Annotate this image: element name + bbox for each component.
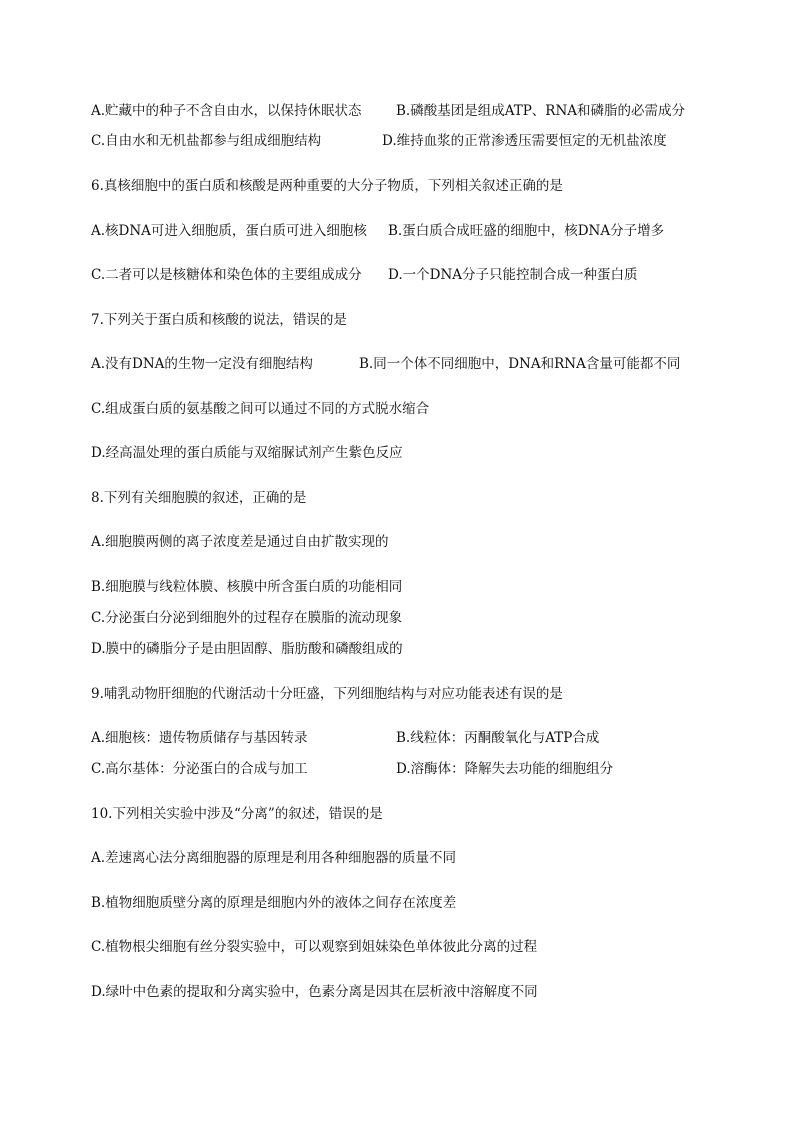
q5-option-b: B.磷酸基团是组成ATP、RNA和磷脂的必需成分 [396, 103, 686, 119]
q7-option-a: A.没有DNA的生物一定没有细胞结构 [91, 356, 313, 372]
q10-option-a: A.差速离心法分离细胞器的原理是利用各种细胞器的质量不同 [91, 850, 457, 866]
q5-option-c: C.自由水和无机盐都参与组成细胞结构 [91, 133, 322, 149]
q8-option-d: D.膜中的磷脂分子是由胆固醇、脂肪酸和磷酸组成的 [91, 641, 403, 657]
q8-option-a: A.细胞膜两侧的离子浓度差是通过自由扩散实现的 [91, 534, 389, 550]
q10-option-d: D.绿叶中色素的提取和分离实验中，色素分离是因其在层析液中溶解度不同 [91, 984, 538, 1000]
q7-option-b: B.同一个体不同细胞中，DNA和RNA含量可能都不同 [359, 356, 681, 372]
q7-option-c: C.组成蛋白质的氨基酸之间可以通过不同的方式脱水缩合 [91, 401, 430, 417]
q9-option-b: B.线粒体：丙酮酸氧化与ATP合成 [396, 730, 600, 746]
q6-option-b: B.蛋白质合成旺盛的细胞中，核DNA分子增多 [388, 223, 665, 239]
q5-option-a: A.贮藏中的种子不含自由水，以保持休眠状态 [91, 103, 362, 119]
q7-stem: 7.下列关于蛋白质和核酸的说法，错误的是 [91, 312, 347, 328]
q10-stem: 10.下列相关实验中涉及“分离”的叙述，错误的是 [91, 806, 383, 822]
q5-option-d: D.维持血浆的正常渗透压需要恒定的无机盐浓度 [382, 133, 667, 149]
q9-option-c: C.高尔基体：分泌蛋白的合成与加工 [91, 761, 308, 777]
q9-option-d: D.溶酶体：降解失去功能的细胞组分 [396, 761, 614, 777]
q6-stem: 6.真核细胞中的蛋白质和核酸是两种重要的大分子物质，下列相关叙述正确的是 [91, 178, 563, 194]
q8-stem: 8.下列有关细胞膜的叙述，正确的是 [91, 490, 307, 506]
q6-option-a: A.核DNA可进入细胞质，蛋白质可进入细胞核 [91, 223, 367, 239]
q10-option-c: C.植物根尖细胞有丝分裂实验中，可以观察到姐妹染色单体彼此分离的过程 [91, 939, 538, 955]
q8-option-b: B.细胞膜与线粒体膜、核膜中所含蛋白质的功能相同 [91, 579, 403, 595]
q8-option-c: C.分泌蛋白分泌到细胞外的过程存在膜脂的流动现象 [91, 610, 403, 626]
q9-option-a: A.细胞核：遗传物质储存与基因转录 [91, 730, 308, 746]
q7-option-d: D.经高温处理的蛋白质能与双缩脲试剂产生紫色反应 [91, 445, 403, 461]
q6-option-c: C.二者可以是核糖体和染色体的主要组成成分 [91, 267, 362, 283]
q10-option-b: B.植物细胞质壁分离的原理是细胞内外的液体之间存在浓度差 [91, 895, 457, 911]
q9-stem: 9.哺乳动物肝细胞的代谢活动十分旺盛，下列细胞结构与对应功能表述有误的是 [91, 686, 563, 702]
q6-option-d: D.一个DNA分子只能控制合成一种蛋白质 [388, 267, 638, 283]
